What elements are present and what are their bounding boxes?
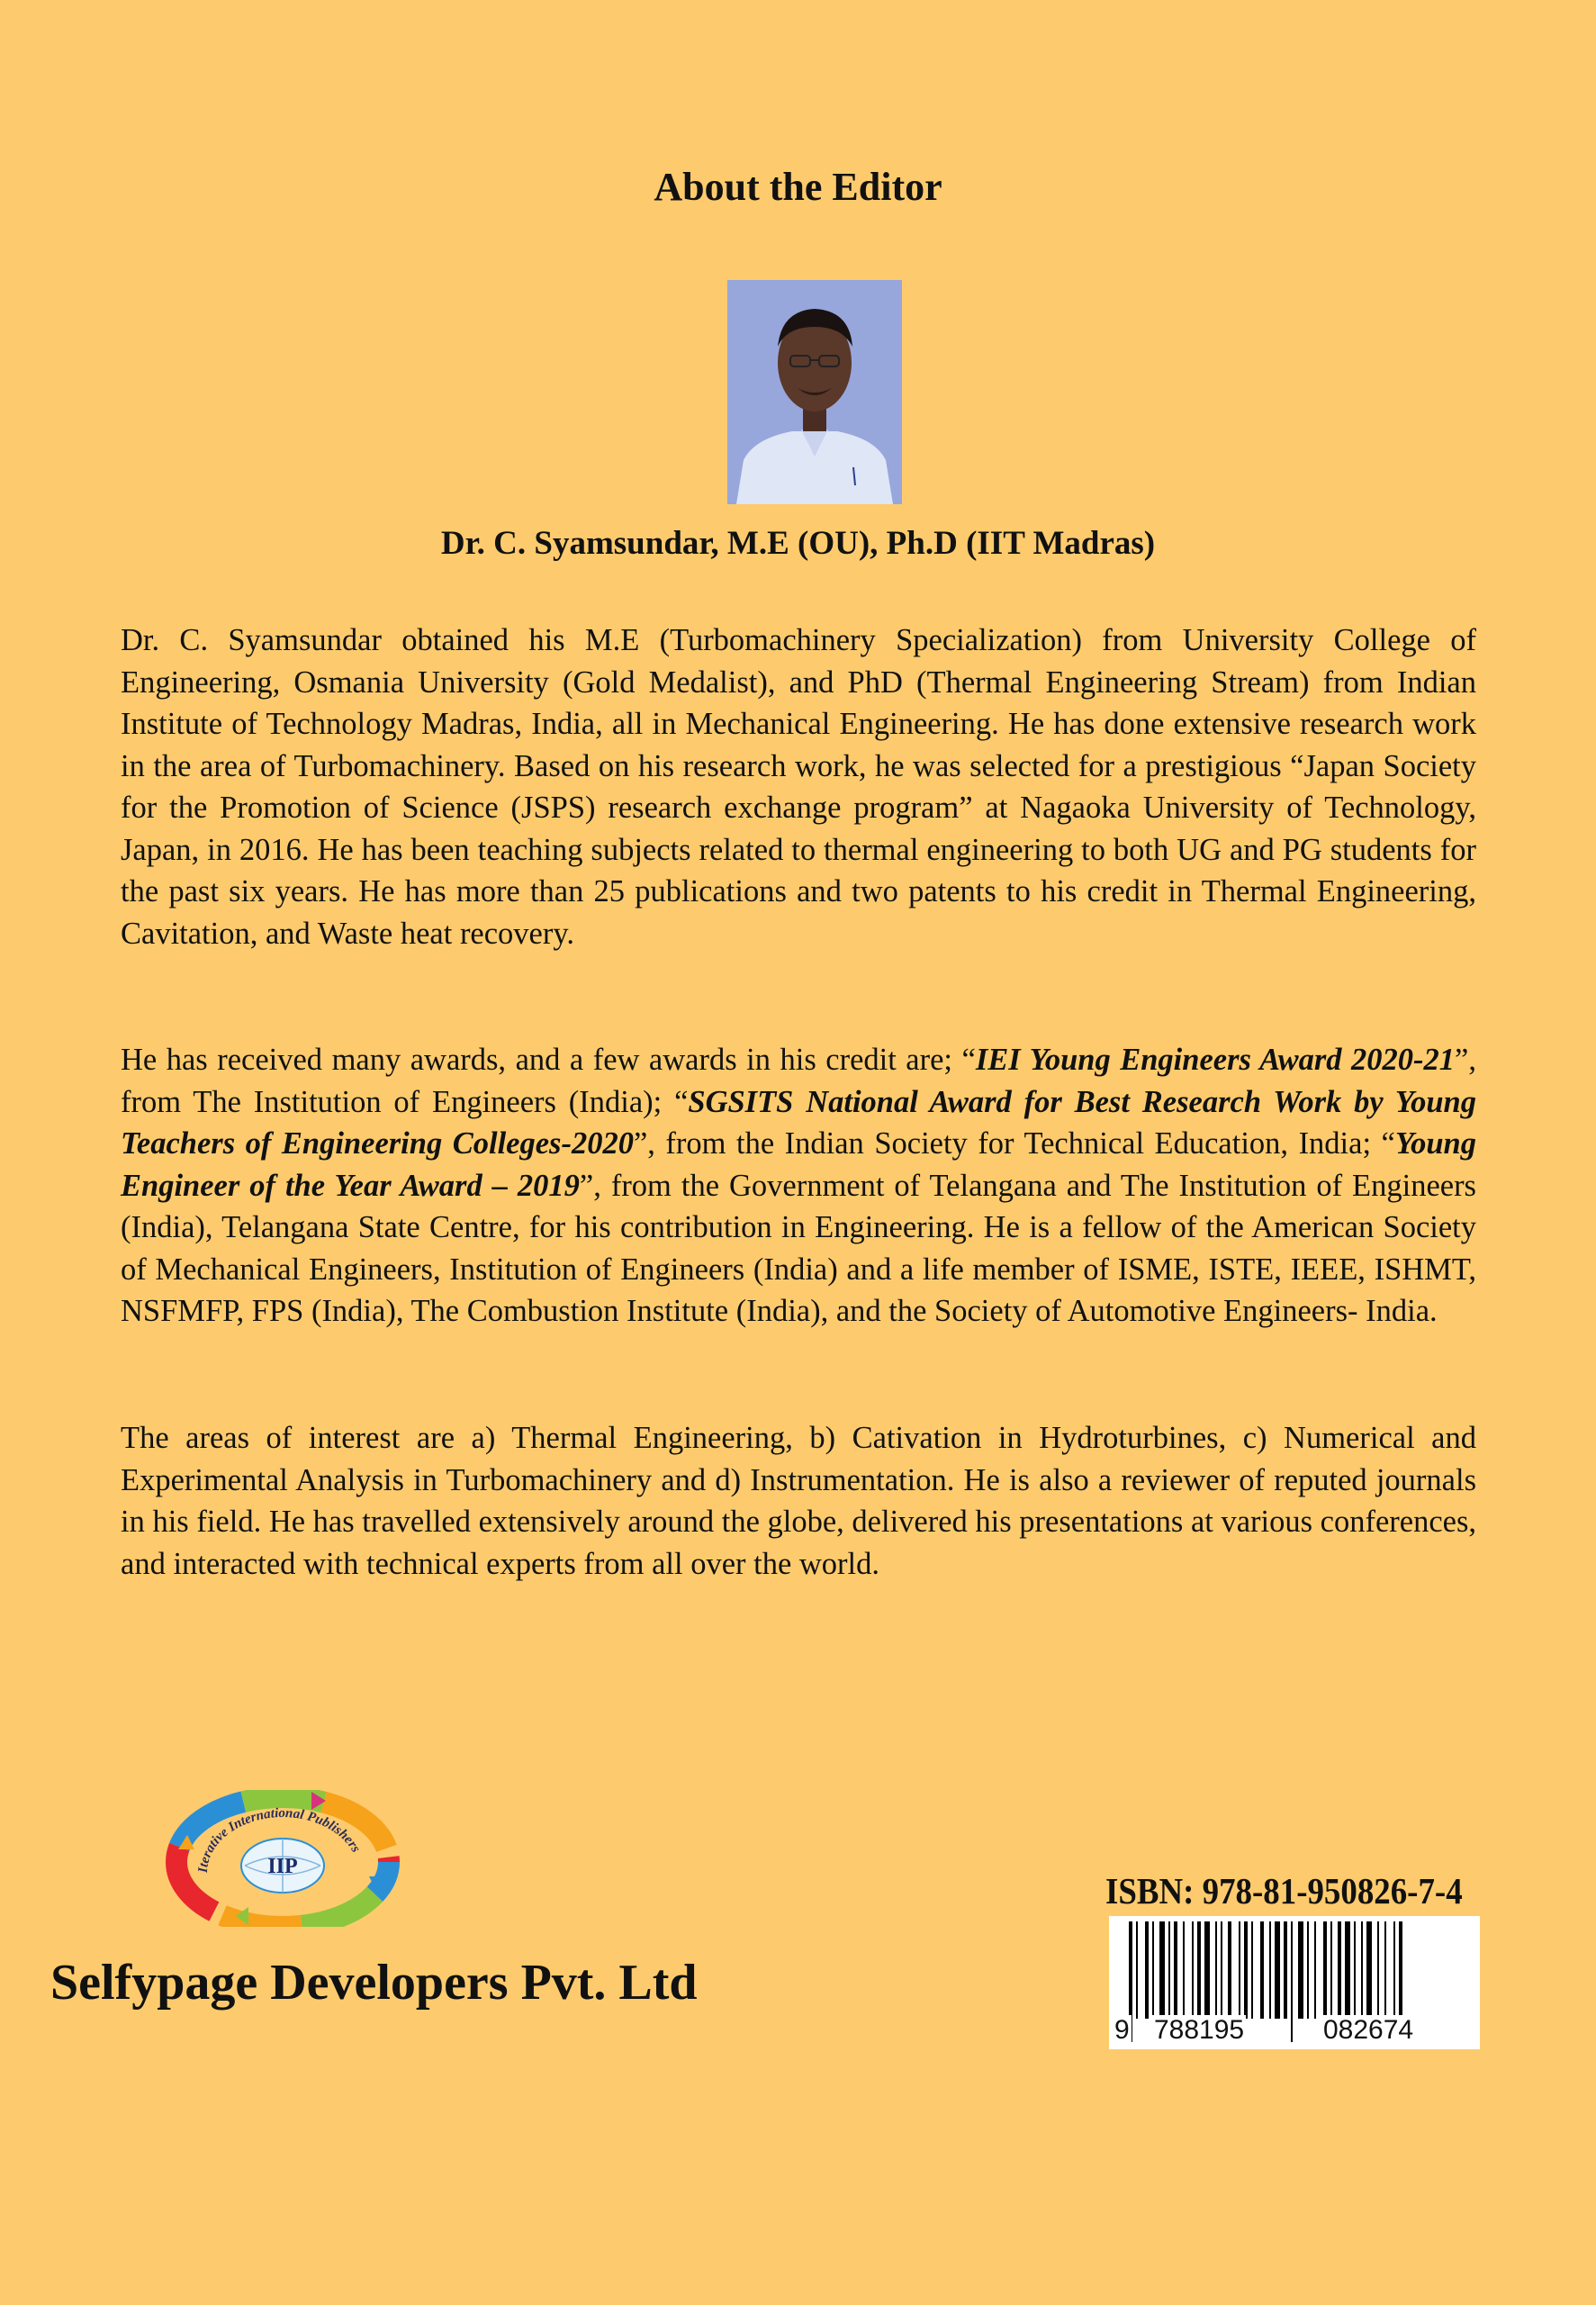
bio-paragraph-education: Dr. C. Syamsundar obtained his M.E (Turbomachinery Specialization) from University College of Engineering, Osmania University (Gold Medalist), and PhD (Thermal Engineering Stream) from Indian Institute of Technology Madras, India, all in Mechanical Engineering. He has done extensive research work in the area of Turbomachinery. Based on his research work, he was selected for a prestigious “Japan Society for the Promotion of Science (JSPS) research exchange program” at Nagaoka University of Technology, Japan, in 2016. He has been teaching subjects related to thermal engineering to both UG and PG students for the past six years. He has more than 25 publications and two patents to his credit in Thermal Engineering, Cavitation, and Waste heat recovery. [121,623,1476,951]
barcode-bar [1174,1921,1177,2019]
barcode-bar [1168,1921,1170,2019]
logo-initials: IIP [267,1855,298,1878]
barcode-bar [1314,1921,1316,2019]
barcode-bar [1239,1921,1240,2019]
barcode-bar [1384,1921,1386,2019]
publisher-name: Selfypage Developers Pvt. Ltd [50,1955,698,2011]
award-sgsits: SGSITS National Award for Best Research Work by Young Teachers of Engineering Colleges-2020 [121,1084,1476,1161]
barcode-bar [1204,1921,1210,2019]
barcode-bar [1260,1921,1264,2019]
barcode-bar [1244,1921,1248,2019]
barcode-bar [1228,1921,1231,2019]
barcode-bar [1323,1921,1327,2019]
barcode-bar [1145,1921,1149,2019]
iip-logo [160,1790,405,1927]
barcode-bar [1354,1921,1356,2019]
awards-text-1: He has received many awards, and a few awards in his credit are; “ [121,1043,976,1077]
logo-arc-text: Iterative International Publishers [195,1805,364,1874]
award-young-engineer: Young Engineer of the Year Award – 2019 [121,1126,1476,1203]
barcode-bar [1284,1921,1287,2019]
bio-paragraph-interests: The areas of interest are a) Thermal Engineering, b) Cativation in Hydroturbines, c) Numerical and Experimental Analysis in Turbomachinery and d) Instrumentation. He is also a reviewer of reputed journals in his field. He has travelled extensively around the globe, delivered his presentations at various conferences, and interacted with technical experts from all over the world. [121,1421,1477,1581]
barcode-bar [1221,1921,1222,2019]
barcode-bar [1330,1921,1332,2019]
barcode-bar [1399,1921,1402,2019]
iip-logo-graphic [160,1790,405,1927]
barcode-bar [1183,1921,1185,2019]
barcode-bar [1338,1921,1341,2019]
isbn-barcode [1109,1916,1480,2049]
barcode-bar [1298,1921,1303,2019]
barcode-bar [1251,1921,1253,2019]
barcode-bar [1393,1921,1395,2019]
barcode-bar [1377,1921,1379,2019]
barcode-bar [1269,1921,1271,2019]
award-iei: IEI Young Engineers Award 2020-21 [975,1043,1456,1077]
isbn-label: ISBN: 978-81-950826-7-4 [1105,1870,1463,1912]
barcode-bar [1136,1921,1138,2019]
barcode-bar [1215,1921,1217,2019]
barcode-left-group: 788195 [1154,2015,1245,2045]
awards-text-3: ”, from the Indian Society for Technical Education, India; “ [633,1126,1395,1161]
barcode-bar [1275,1921,1280,2019]
editor-name: Dr. C. Syamsundar, M.E (OU), Ph.D (IIT Madras) [440,525,1156,562]
bio-paragraph-awards [121,1039,1476,1333]
barcode-bar [1192,1921,1194,2019]
barcode-lead-digit: 9 [1114,2015,1130,2045]
editor-photo [727,280,902,504]
barcode-bar [1307,1921,1309,2019]
barcode-bar [1361,1921,1363,2019]
awards-text-4: ”, from the Government of Telangana and The Institution of Engineers (India), Telangana State Centre, for his contribution in Engineering. He is a fellow of the American Society of Mechanical Engineers, Institution of Engineers (India) and a life member of ISME, ISTE, IEEE, ISHMT, NSFMFP, FPS (India), The Combustion Institute (India), and the Society of Automotive Engineers- India. [121,1168,1476,1328]
barcode-bar [1152,1921,1154,2019]
barcode-bar [1197,1921,1201,2019]
page-heading: About the Editor [654,165,942,209]
barcode-bar [1159,1921,1165,2019]
barcode-right-group: 082674 [1323,2015,1414,2045]
barcode-bar [1345,1921,1350,2019]
barcode-digits [1109,2015,1480,2047]
awards-text-2: ”, from The Institution of Engineers (India); “ [121,1043,1476,1119]
editor-photo-illustration [727,280,902,504]
barcode-bar [1366,1921,1372,2019]
